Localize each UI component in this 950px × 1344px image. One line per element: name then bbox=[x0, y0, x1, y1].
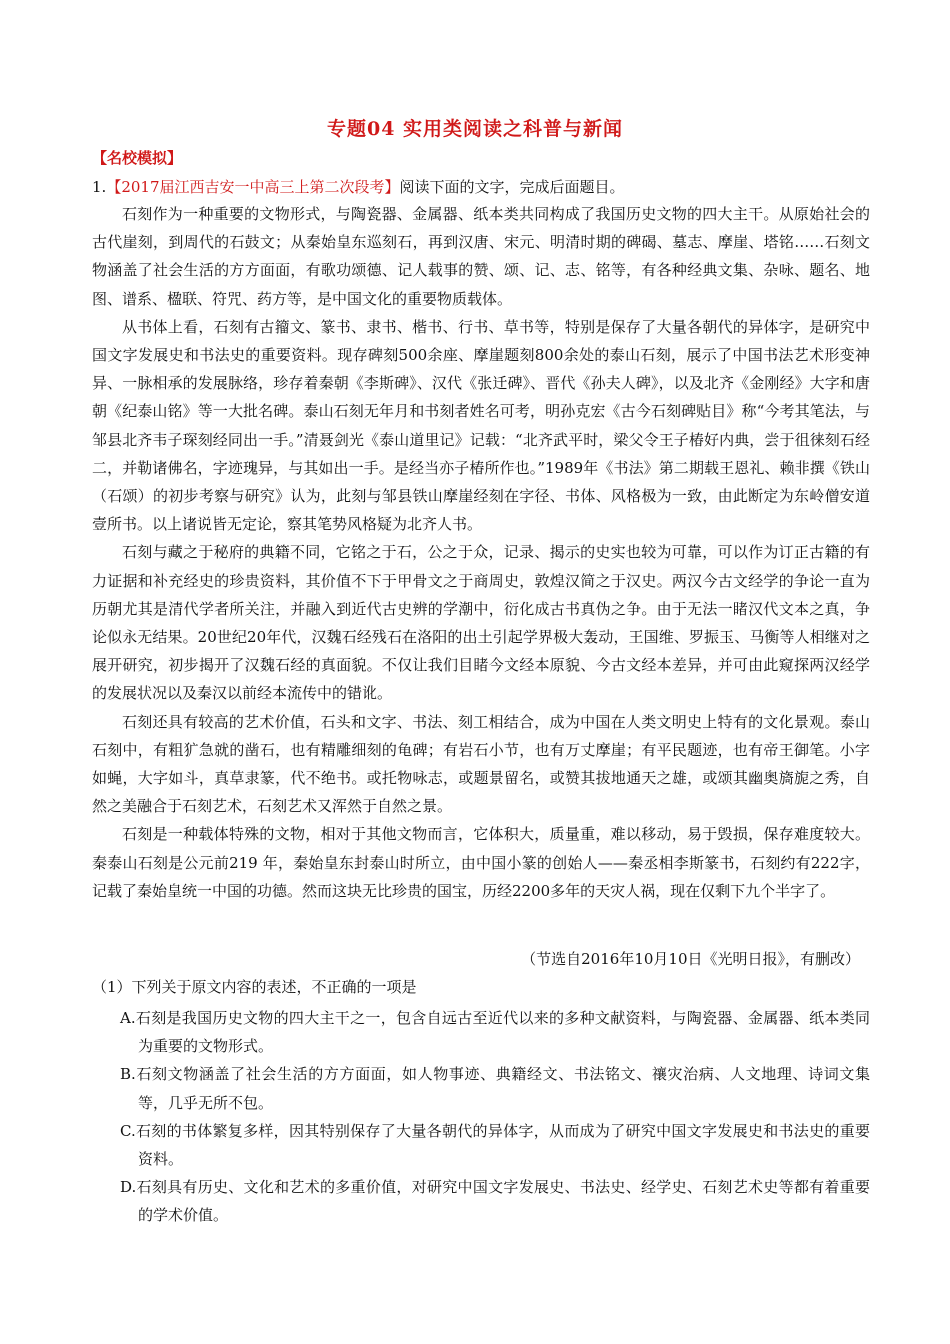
option-a: A.石刻是我国历史文物的四大主干之一，包含自远古至近代以来的多种文献资料，与陶瓷器、金属器、纸本类同为重要的文物形式。 bbox=[120, 1009, 870, 1056]
answer-options bbox=[120, 1004, 870, 1230]
passage-paragraph: 石刻是一种载体特殊的文物，相对于其他文物而言，它体积大，质量重，难以移动，易于毁损，保存难度较大。秦泰山石刻是公元前219 年，秦始皇东封泰山时所立，由中国小篆的创始人——秦丞相李斯篆书，石刻约有222字，记载了秦始皇统一中国的功德。然而这块无比珍贵的国宝，历经2200多年的天灾人祸，现在仅剩下九个半字了。 bbox=[92, 825, 870, 900]
question-header bbox=[92, 175, 872, 199]
question-number: 1. bbox=[92, 178, 107, 196]
option-c: C.石刻的书体繁复多样，因其特别保存了大量各朝代的异体字，从而成为了研究中国文字发展史和书法史的重要资料。 bbox=[120, 1121, 870, 1169]
passage-paragraph: 石刻与藏之于秘府的典籍不同，它铭之于石，公之于众，记录、揭示的史实也较为可靠，可以作为订正古籍的有力证据和补充经史的珍贵资料，其价值不下于甲骨文之于商周史，敦煌汉简之于汉史。两汉今古文经学的争论一直为历朝尤其是清代学者所关注，并融入到近代古史辨的学潮中，衍化成古书真伪之争。由于无法一睹汉代文本之真，争论似永无结果。20世纪20年代，汉魏石经残石在洛阳的出土引起学界极大轰动，王国维、罗振玉、马衡等人相继对之展开研究，初步揭开了汉魏石经的真面貌。不仅让我们目睹今文经本原貌、今古文经本差异，并可由此窥探两汉经学的发展状况以及秦汉以前经本流传中的错讹。 bbox=[92, 543, 870, 703]
passage-paragraph: 石刻作为一种重要的文物形式，与陶瓷器、金属器、纸本类共同构成了我国历史文物的四大主干。从原始社会的古代崖刻，到周代的石鼓文；从秦始皇东巡刻石，再到汉唐、宋元、明清时期的碑碣、墓志、摩崖、塔铭……石刻文物涵盖了社会生活的方方面面，有歌功颂德、记人载事的赞、颂、记、志、铭等，有各种经典文集、杂咏、题名、地图、谱系、楹联、符咒、药方等，是中国文化的重要物质载体。 bbox=[92, 205, 870, 308]
passage-paragraph: 石刻还具有较高的艺术价值，石头和文字、书法、刻工相结合，成为中国在人类文明史上特有的文化景观。泰山石刻中，有粗犷急就的凿石，也有精雕细刻的龟碑；有岩石小节，也有万丈摩崖；有平民题迹，也有帝王御笔。小字如蝇，大字如斗，真草隶篆，代不绝书。或托物咏志，或题景留名，或赞其拔地通天之雄，或颂其幽奥旖旎之秀，自然之美融合于石刻艺术，石刻艺术又浑然于自然之景。 bbox=[92, 712, 870, 816]
option-b: B.石刻文物涵盖了社会生活的方方面面，如人物事迹、典籍经文、书法铭文、禳灾治病、人文地理、诗词文集等，几乎无所不包。 bbox=[120, 1065, 870, 1112]
option-d: D.石刻具有历史、文化和艺术的多重价值，对研究中国文字发展史、书法史、经学史、石刻艺术史等都有着重要的学术价值。 bbox=[120, 1178, 870, 1225]
page-title: 专题04 实用类阅读之科普与新闻 bbox=[326, 118, 624, 140]
sub-question: （1）下列关于原文内容的表述，不正确的一项是 bbox=[92, 978, 417, 996]
source-note: （节选自2016年10月10日《光明日报》，有删改） bbox=[521, 950, 860, 968]
question-source: 【2017届江西吉安一中高三上第二次段考】 bbox=[106, 178, 400, 196]
question-instruction: 阅读下面的文字，完成后面题目。 bbox=[399, 178, 625, 196]
passage-paragraph: 从书体上看，石刻有古籀文、篆书、隶书、楷书、行书、草书等，特别是保存了大量各朝代的异体字，是研究中国文字发展史和书法史的重要资料。现存碑刻500余座、摩崖题刻800余处的泰山石刻，展示了中国书法艺术形变神异、一脉相承的发展脉络，珍存着秦朝《李斯碑》、汉代《张迁碑》、晋代《孙夫人碑》，以及北齐《金刚经》大字和唐朝《纪泰山铭》等一大批名碑。泰山石刻无年月和书刻者姓名可考，明孙克宏《古今石刻碑贴目》称“今考其笔法，与邹县北齐韦子琛刻经同出一手。”清聂剑光《泰山道里记》记载：“北齐武平时，梁父令王子椿好内典，尝于徂徕刻石经二，并勒诸佛名，字迹瑰异，与其如出一手。是经当亦子椿所作也。”1989年《书法》第二期载王恩礼、赖非撰《铁山（石颂）的初步考察与研究》认为，此刻与邹县铁山摩崖经刻在字径、书体、风格极为一致，由此断定为东岭僧安道壹所书。以上诸说皆无定论，察其笔势风格疑为北齐人书。 bbox=[92, 317, 870, 534]
reading-passage bbox=[92, 200, 870, 905]
section-label: 【名校模拟】 bbox=[92, 149, 183, 167]
